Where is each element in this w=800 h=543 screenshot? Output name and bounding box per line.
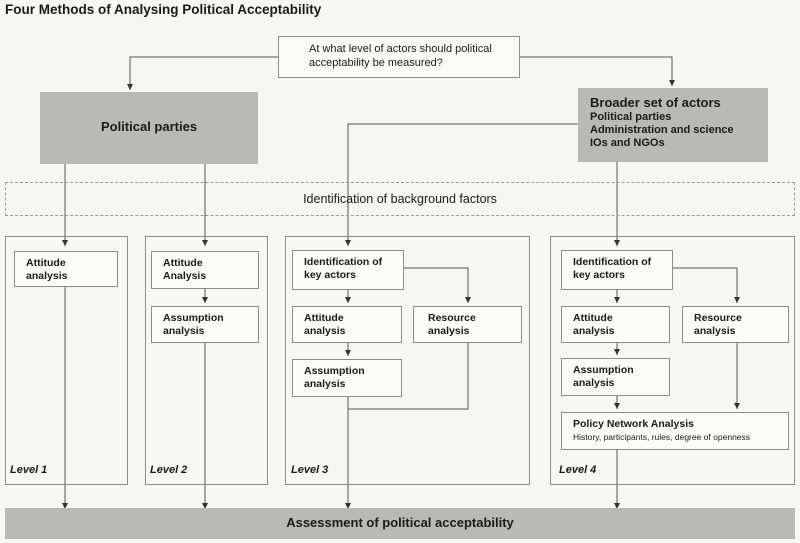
broader-actors-item: Political parties xyxy=(590,111,672,123)
background-factors-band xyxy=(5,182,795,216)
policy-network-analysis-subtitle: History, participants, rules, degree of openness xyxy=(573,432,751,442)
level-3-resource-analysis: Resource analysis xyxy=(413,306,522,343)
level-2-assumption-analysis: Assumption analysis xyxy=(151,306,259,343)
level-4-resource-analysis: Resource analysis xyxy=(682,306,789,343)
level-2-label: Level 2 xyxy=(150,464,188,476)
political-parties-label: Political parties xyxy=(100,119,198,134)
level-3-attitude-analysis: Attitude analysis xyxy=(292,306,402,343)
assessment-band xyxy=(5,508,795,539)
level-4-label: Level 4 xyxy=(559,464,597,476)
background-factors-label: Identification of background factors xyxy=(303,192,497,206)
level-3-key-actors: Identification of key actors xyxy=(292,250,404,290)
diagram-title: Four Methods of Analysing Political Acceptability xyxy=(5,2,322,17)
assessment-label: Assessment of political acceptability xyxy=(286,515,514,530)
policy-network-analysis-box xyxy=(561,412,789,450)
political-parties-box xyxy=(40,92,258,164)
question-box xyxy=(278,36,520,78)
level-1-label: Level 1 xyxy=(10,464,48,476)
policy-network-analysis-title: Policy Network Analysis xyxy=(573,418,694,430)
level-1-attitude-analysis: Attitude analysis xyxy=(14,251,118,287)
level-3-label: Level 3 xyxy=(291,464,329,476)
level-2-attitude-analysis: Attitude Analysis xyxy=(151,251,259,289)
broader-actors-item: IOs and NGOs xyxy=(590,137,665,149)
level-3-assumption-analysis: Assumption analysis xyxy=(292,359,402,397)
question-text: At what level of actors should political acceptability be measured? xyxy=(309,43,492,69)
broader-actors-box xyxy=(578,88,768,162)
broader-actors-item: Administration and science xyxy=(590,124,734,136)
level-4-key-actors: Identification of key actors xyxy=(561,250,673,290)
level-4-assumption-analysis: Assumption analysis xyxy=(561,358,670,396)
level-4-attitude-analysis: Attitude analysis xyxy=(561,306,670,343)
broader-actors-title: Broader set of actors xyxy=(590,95,721,110)
